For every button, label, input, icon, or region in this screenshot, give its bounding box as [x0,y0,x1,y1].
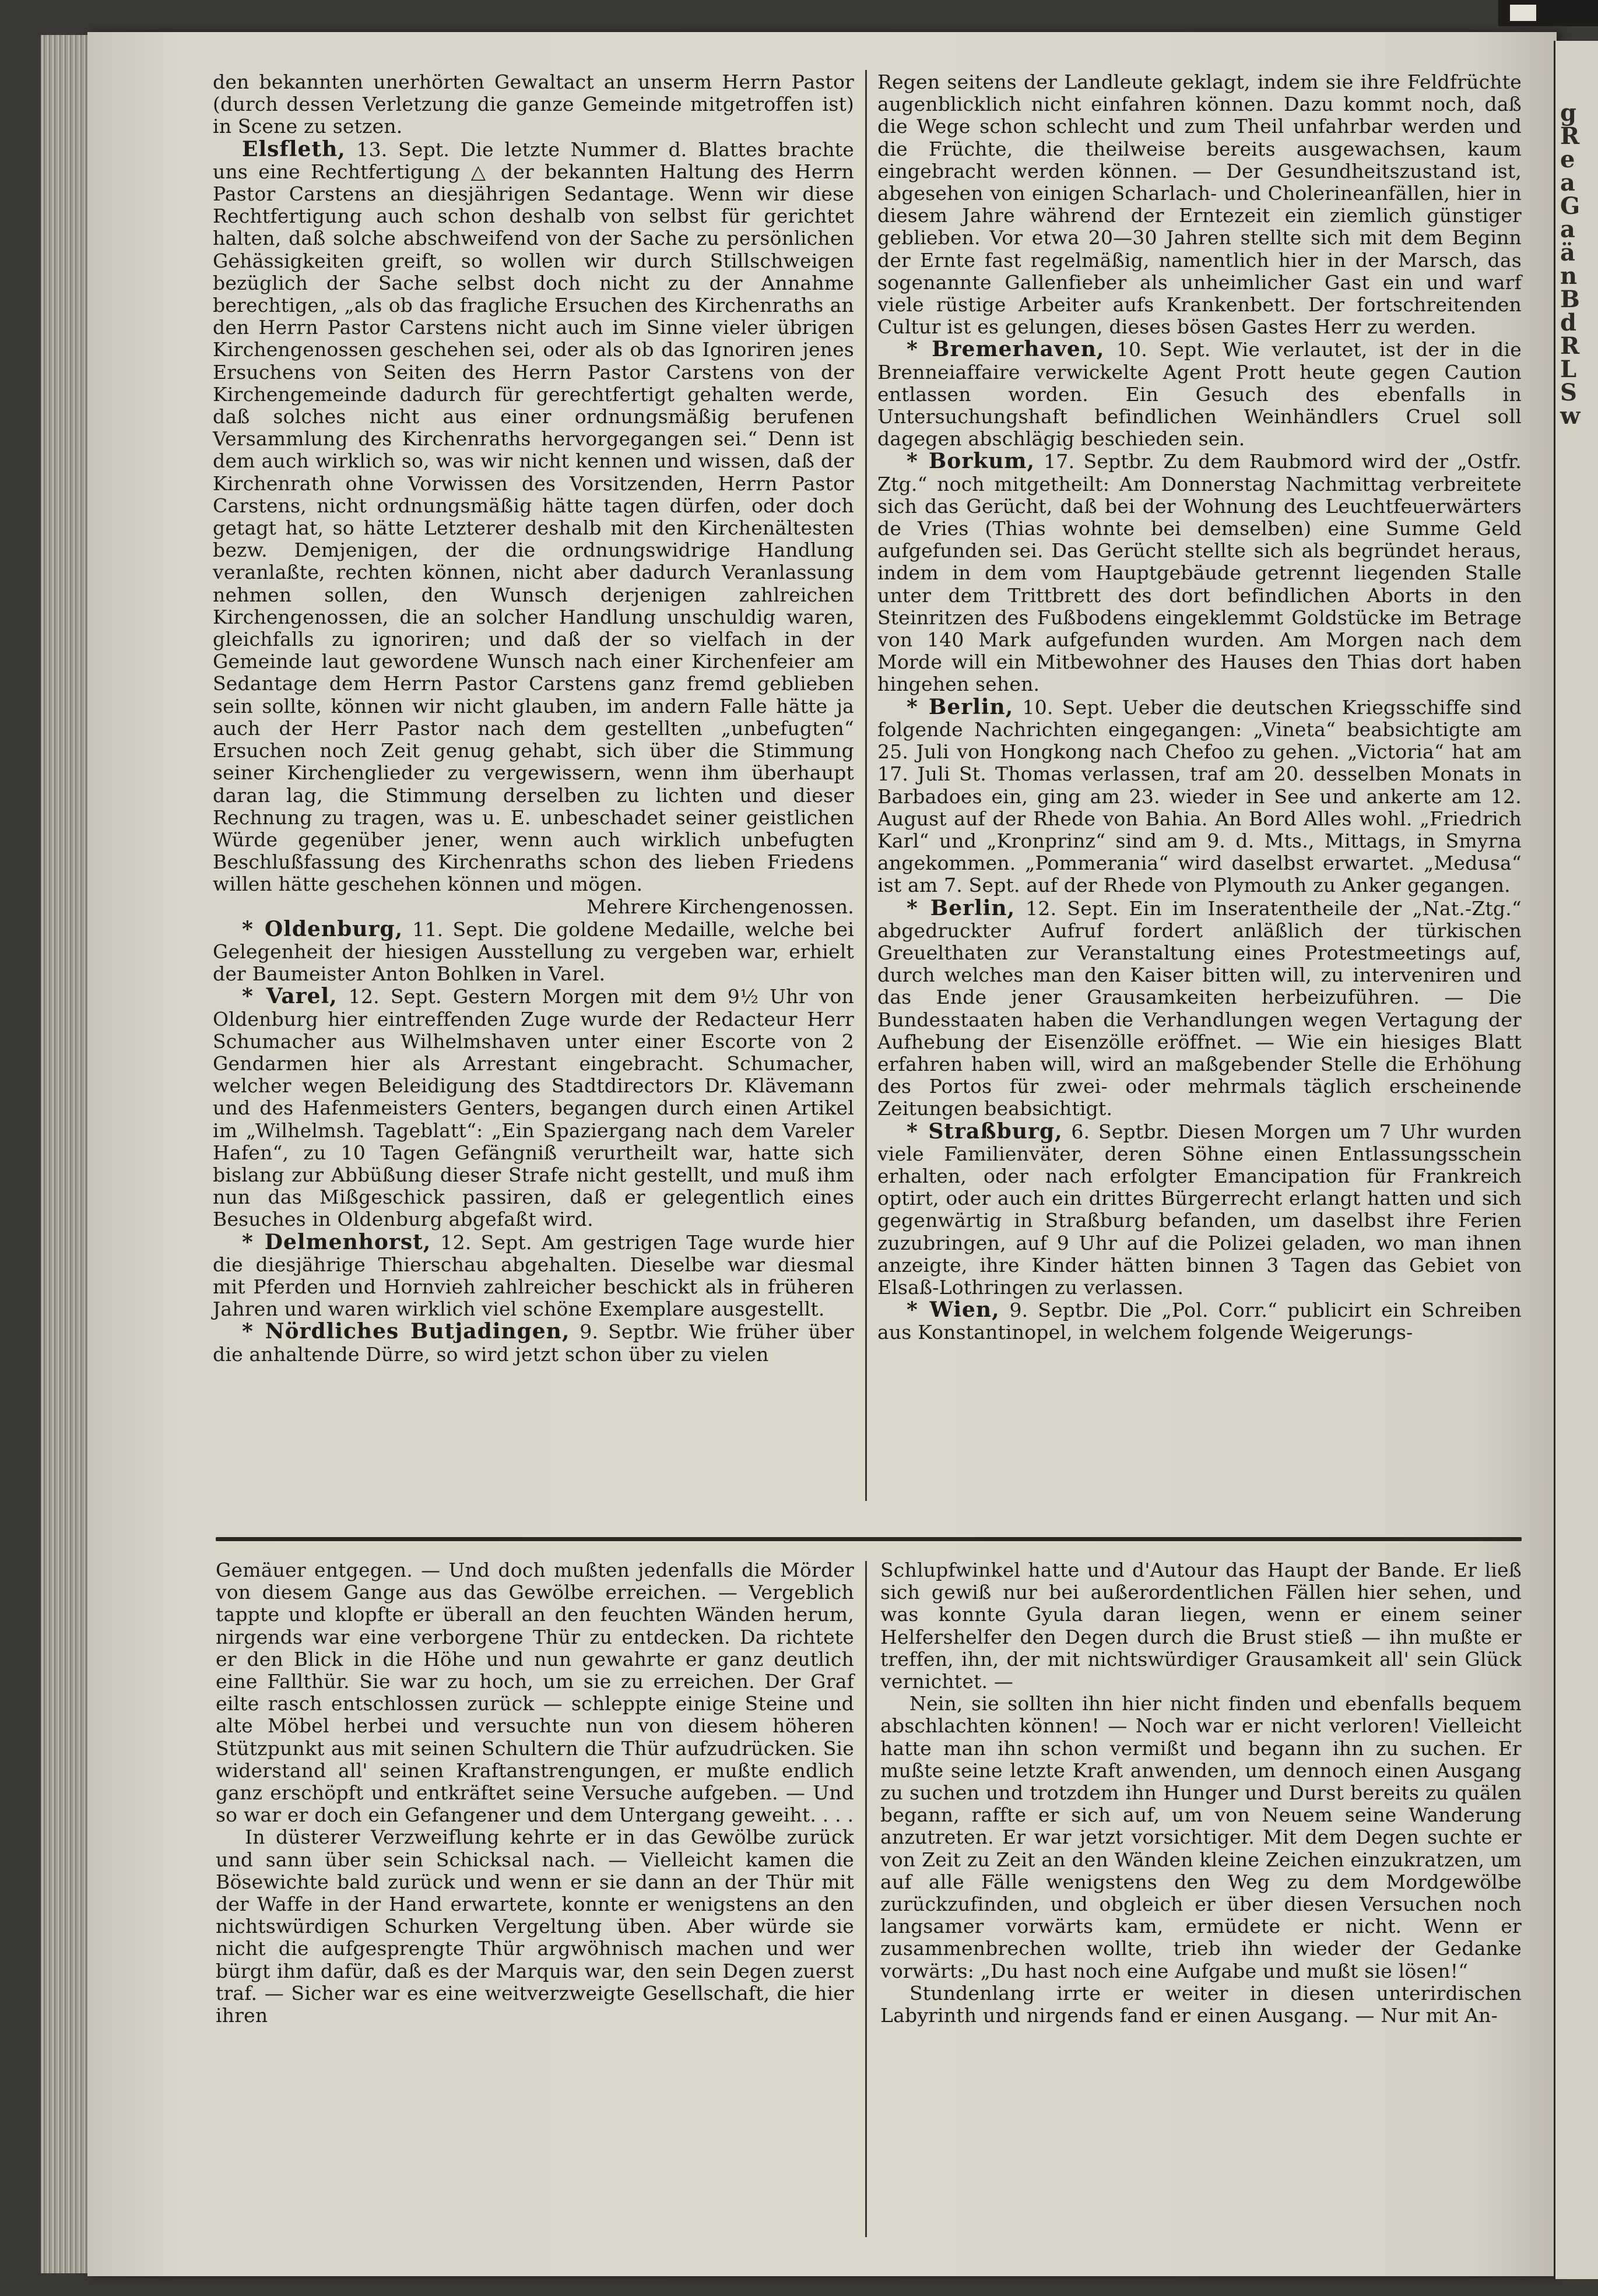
scan-corner-mark [1510,5,1536,21]
text-paragraph [877,71,1522,338]
item-text: 9. Septbr. Die „Pol. Corr.“ publicirt ein Schreiben aus Konstantinopel, in welchem folgende Weigerungs- [877,1299,1522,1344]
item-text: 10. Sept. Ueber die deutschen Kriegsschiffe sind folgende Nachrichten eingegangen: „Vineta“ beabsichtigte am 25. Juli von Hongkong nach Chefoo zu gehen. „Victoria“ hat am 17. Juli St. Thomas verlassen, traf am 20. desselben Monats in Barbadoes ein, ging am 23. wieder in See und ankerte am 12. August auf der Rhede von Bahia. An Bord Alles wohl. „Friedrich Karl“ und „Kronprinz“ sind am 9. d. Mts., Mittags, in Smyrna angekommen. „Pommerania“ wird daselbst erwartet. „Medusa“ ist am 7. Sept. auf der Rhede von Plymouth zu Anker gegangen. [877,695,1522,897]
news-item [877,1299,1522,1344]
next-page-glyph: R [1560,122,1580,150]
dateline-place: * Bremerhaven, [907,337,1105,362]
dateline-place: * Nördliches Butjadingen, [242,1319,570,1344]
dateline-place: * Berlin, [907,694,1014,719]
text-paragraph [216,1826,854,2027]
item-text: 17. Septbr. Zu dem Raubmord wird der „Ostfr. Ztg.“ noch mitgetheilt: Am Donnerstag Nachmittag verbreitete sich das Gerücht, daß bei der Wohnung des Leuchtfeuerwärters de Vries (Thias wohnte bei demselben) eine Summe Geld aufgefunden sei. Das Gerücht stellte sich als begründet heraus, indem in dem vom Hauptgebäude getrennt liegenden Stalle unter dem Trittbrett des dort befindlichen Aborts in den Steinritzen des Fußbodens eingeklemmt Goldstücke im Betrage von 140 Mark aufgefunden wurden. Am Morgen nach dem Morde will ein Mitbewohner des Hauses den Thias dort haben hingehen sehen. [877,450,1522,696]
news-item [877,696,1522,897]
item-text: Nein, sie sollten ihn hier nicht finden und ebenfalls bequem abschlachten können! — Noch war er nicht verloren! Vielleicht hatte man ihn schon vermißt und begann ihn zu suchen. Er mußte seine letzte Kraft anwenden, um dennoch einen Ausgang zu suchen und trotzdem ihn Hunger und Durst bereits zu quälen begann, raffte er sich auf, um von Neuem seine Wanderung anzutreten. Er war jetzt vorsichtiger. Mit dem Degen suchte er von Zeit zu Zeit an den Wänden kleine Zeichen einzukratzen, um auf alle Fälle wenigstens den Weg zu dem Mordgewölbe zurückzufinden, und obgleich er über diesen Versuchen noch langsamer vorwärts kam, ermüdete er nicht. Wenn er zusammenbrechen wollte, trieb ihn wieder der Gedanke vorwärts: „Du hast noch eine Aufgabe und mußt sie lösen!“ [880,1692,1522,1982]
next-page-glyph: w [1560,402,1581,430]
text-paragraph [213,71,854,138]
item-text: 12. Sept. Am gestrigen Tage wurde hier die diesjährige Thierschau abgehalten. Dieselbe war diesmal mit Pferden und Hornvieh zahlreicher beschickt als in früheren Jahren und waren wirklich viel schöne Exemplare ausgestellt. [213,1230,854,1321]
dateline-place: * Delmenhorst, [242,1229,431,1254]
news-item [213,138,854,918]
text-paragraph [880,1982,1522,2027]
news-item [877,1120,1522,1299]
next-page-glyph: d [1560,309,1576,336]
feuilleton-separator-rule [216,1537,1522,1541]
item-text: Stundenlang irrte er weiter in diesen unterirdischen Labyrinth und nirgends fand er einen Ausgang. — Nur mit An- [880,1981,1522,2027]
item-text: In düsterer Verzweiflung kehrte er in das Gewölbe zurück und sann über sein Schicksal nach. — Vielleicht kamen die Bösewichte bald zurück und wenn er sie dann an der Thür mit der Waffe in der Hand erwartete, konnte er wenigstens an den nichtswürdigen Schurken Vergeltung üben. Aber würde sie nicht die aufgesprengte Thür argwöhnisch machen und wer bürgt ihm dafür, daß es der Marquis war, den sein Degen zuerst traf. — Sicher war es eine weitverzweigte Gesellschaft, die hier ihren [216,1826,854,2027]
column-divider-lower [865,1561,867,2237]
text-paragraph [880,1693,1522,1982]
next-page-glyph: g [1560,99,1576,126]
item-text: 12. Sept. Ein im Inseratentheile der „Nat.-Ztg.“ abgedruckter Aufruf fordert anläßlich der türkischen Greuelthaten zur Veranstaltung eines Protestmeetings auf, durch welches man den Kaiser bitten will, zu interveniren und das Ende jener Grausamkeiten herbeizuführen. — Die Bundesstaaten haben die Verhandlungen wegen Vertagung der Aufhebung der Eisenzölle eröffnet. — Wie ein hiesiges Blatt erfahren haben will, wird an maßgebender Stelle die Erhöhung des Portos für zwei- oder mehrmals täglich erscheinende Zeitungen beabsichtigt. [877,896,1522,1120]
dateline-place: * Wien, [907,1298,1000,1323]
item-text: 10. Sept. Wie verlautet, ist der in die Brenneiaffaire verwickelte Agent Prott heute gegen Caution entlassen worden. Ein Gesuch des ebenfalls in Untersuchungshaft befindlichen Weinhändlers Cruel soll dagegen abschlägig beschieden sein. [877,338,1522,451]
text-paragraph [216,1559,854,1826]
next-page-glyph: L [1560,356,1577,383]
feuilleton-column-left [216,1559,854,2027]
next-page-glyph: a [1560,216,1575,243]
next-page-glyph: B [1560,286,1580,313]
news-column-right [877,71,1522,1344]
news-item [213,918,854,986]
column-divider-upper [865,70,867,1501]
next-page-glyph: e [1560,146,1575,173]
feuilleton-column-right [880,1559,1522,2027]
item-text: Gemäuer entgegen. — Und doch mußten jedenfalls die Mörder von diesem Gange aus das Gewölbe erreichen. — Vergeblich tappte und klopfte er überall an den feuchten Wänden herum, nirgends war eine verborgene Thür zu entdecken. Da richtete er den Blick in die Höhe und nun gewahrte er ganz deutlich eine Fallthür. Sie war zu hoch, um sie zu erreichen. Der Graf eilte rasch entschlossen zurück — schleppte einige Steine und alte Möbel herbei und versuchte nun von diesem höheren Stützpunkt aus mit seinen Schultern die Thür aufzudrücken. Sie widerstand all' seinen Kraftanstrengungen, er mußte endlich ganz erschöpft und entkräftet seine Versuche aufgeben. — Und so war er doch ein Gefangener und dem Untergang geweiht. . . . [216,1559,854,1827]
item-text: 6. Septbr. Diesen Morgen um 7 Uhr wurden viele Familienväter, deren Söhne einen Entlassungsschein erhalten, oder nach erfolgter Emancipation für Frankreich optirt, oder auch ein drittes Bürgerrecht erlangt hatten und sich gegenwärtig in Straßburg befanden, um daselbst ihre Ferien zuzubringen, auf 9 Uhr auf die Polizei geladen, wo man ihnen anzeigte, ihre Kinder hätten binnen 3 Tagen das Gebiet von Elsaß-Lothringen zu verlassen. [877,1120,1522,1299]
next-page-strip [1554,41,1598,2279]
next-page-glyph: R [1560,332,1580,360]
news-column-left [213,71,854,1366]
dateline-place: * Berlin, [907,895,1016,920]
text-paragraph [880,1559,1522,1693]
next-page-glyph: n [1560,262,1578,290]
dateline-place: Elsfleth, [242,136,346,161]
news-item [877,450,1522,695]
item-text: 9. Septbr. Wie früher über die anhaltende Dürre, so wird jetzt schon über zu vielen [213,1320,854,1366]
news-item [877,897,1522,1120]
dateline-place: * Straßburg, [907,1119,1063,1144]
next-page-glyph: a [1560,169,1575,196]
next-page-glyph: G [1560,192,1581,220]
item-text: 11. Sept. Die goldene Medaille, welche bei Gelegenheit der hiesigen Ausstellung zu vergeben war, erhielt der Baumeister Anton Bohlken in Varel. [213,917,854,986]
dateline-place: * Borkum, [907,449,1035,474]
item-text: den bekannten unerhörten Gewaltact an unserm Herrn Pastor (durch dessen Verletzung die ganze Gemeinde mitgetroffen ist) in Scene zu setzen. [213,71,854,138]
item-text: Schlupfwinkel hatte und d'Autour das Haupt der Bande. Er ließ sich gewiß nur bei außerordentlichen Fällen hier sehen, und was konnte Gyula daran liegen, wenn er einem seiner Helfershelfer den Degen durch die Brust stieß — ihn mußte er treffen, ihn, der mit nichtswürdiger Grausamkeit all' sein Glück vernichtet. — [880,1559,1522,1693]
item-text: 13. Sept. Die letzte Nummer d. Blattes brachte uns eine Rechtfertigung △ der bekannten Haltung des Herrn Pastor Carstens an diesjährigen Sedantage. Wenn wir diese Rechtfertigung auch schon deshalb von selbst für gerichtet halten, daß solche abschweifend von der Sache zu persönlichen Gehässigkeiten greift, so wollen wir durch Stillschweigen bezüglich der Sache selbst doch nicht zu der Annahme berechtigen, „als ob das fragliche Ersuchen des Kirchenraths an den Herrn Pastor Carstens nicht auch im Sinne vieler übrigen Kirchengenossen geschehen sei, oder als ob das Ignoriren jenes Ersuchens von Seiten des Herrn Pastor Carstens von der Kirchengemeinde dadurch für gerechtfertigt gehalten werde, daß solches nicht aus einer ordnungsmäßig berufenen Versammlung des Kirchenraths hervorgegangen sei.“ Denn ist dem auch wirklich so, was wir nicht kennen und wissen, daß der Kirchenrath ohne Vorwissen des Vorsitzenden, Herrn Pastor Carstens, nicht ordnungsmäßig hätte tagen dürfen, oder doch getagt hat, so hätte Letzterer deshalb mit den Kirchenältesten bezw. Demjenigen, der die ordnungswidrige Handlung veranlaßte, rechten können, nicht aber dadurch Veranlassung nehmen sollen, den Wunsch derjenigen zahlreichen Kirchengenossen, die an solcher Handlung unschuldig waren, gleichfalls zu ignoriren; und daß der so vielfach in der Gemeinde laut gewordene Wunsch nach einer Kirchenfeier am Sedantage dem Herrn Pastor Carstens ganz fremd geblieben sein sollte, können wir nicht glauben, im andern Falle hätte ja auch der Herr Pastor nach dem gestellten „unbefugten“ Ersuchen noch Zeit genug gehabt, sich über die Stimmung seiner Kirchenglieder zu vergewissern, wenn ihm überhaupt daran lag, die Stimmung derselben zu lichten und dieser Rechnung zu tragen, was u. E. unbeschadet seiner geistlichen Würde gegenüber jener, wenn auch wirklich unbefugten Beschlußfassung des Kirchenraths schon des lieben Friedens willen hätte geschehen können und mögen. [213,138,854,896]
item-text: Regen seitens der Landleute geklagt, indem sie ihre Feldfrüchte augenblicklich nicht einfahren können. Dazu kommt noch, daß die Wege schon schlecht und zum Theil unfahrbar werden und die Früchte, die theilweise bereits ausgewachsen, kaum eingebracht werden können. — Der Gesundheitszustand ist, abgesehen von einigen Scharlach- und Cholerineanfällen, hier in diesem Jahre während der Erntezeit ein ziemlich günstiger geblieben. Vor etwa 20—30 Jahren stellte sich mit dem Beginn der Ernte fast regelmäßig, namentlich hier in der Marsch, das sogenannte Gallenfieber als unheimlicher Gast ein und warf viele rüstige Arbeiter aufs Krankenbett. Der fortschreitenden Cultur ist es gelungen, dieses bösen Gastes Herr zu werden. [877,71,1522,339]
news-item [213,1320,854,1365]
news-item [213,1231,854,1321]
news-item [213,985,854,1230]
news-item [877,338,1522,450]
dateline-place: * Varel, [242,984,338,1009]
item-text: 12. Sept. Gestern Morgen mit dem 9½ Uhr von Oldenburg hier eintreffenden Zuge wurde der Redacteur Herr Schumacher aus Wilhelmshaven unter einer Escorte von 2 Gendarmen hier als Arrestant eingebracht. Schumacher, welcher wegen Beleidigung des Stadtdirectors Dr. Klävemann und des Hafenmeisters Genters, begangen durch einen Artikel im „Wilhelmsh. Tageblatt“: „Ein Spaziergang nach dem Vareler Hafen“, zu 10 Tagen Gefängniß verurtheilt war, hatte sich bislang zur Abbüßung dieser Strafe nicht gestellt, und muß ihm nun das Mißgeschick passiren, daß er gelegentlich eines Besuches in Oldenburg abgefaßt wird. [213,985,854,1231]
dateline-place: * Oldenburg, [242,916,403,941]
letter-signature: Mehrere Kirchengenossen. [586,895,854,918]
next-page-glyph: S [1560,379,1577,406]
next-page-glyph: ä [1560,239,1575,266]
